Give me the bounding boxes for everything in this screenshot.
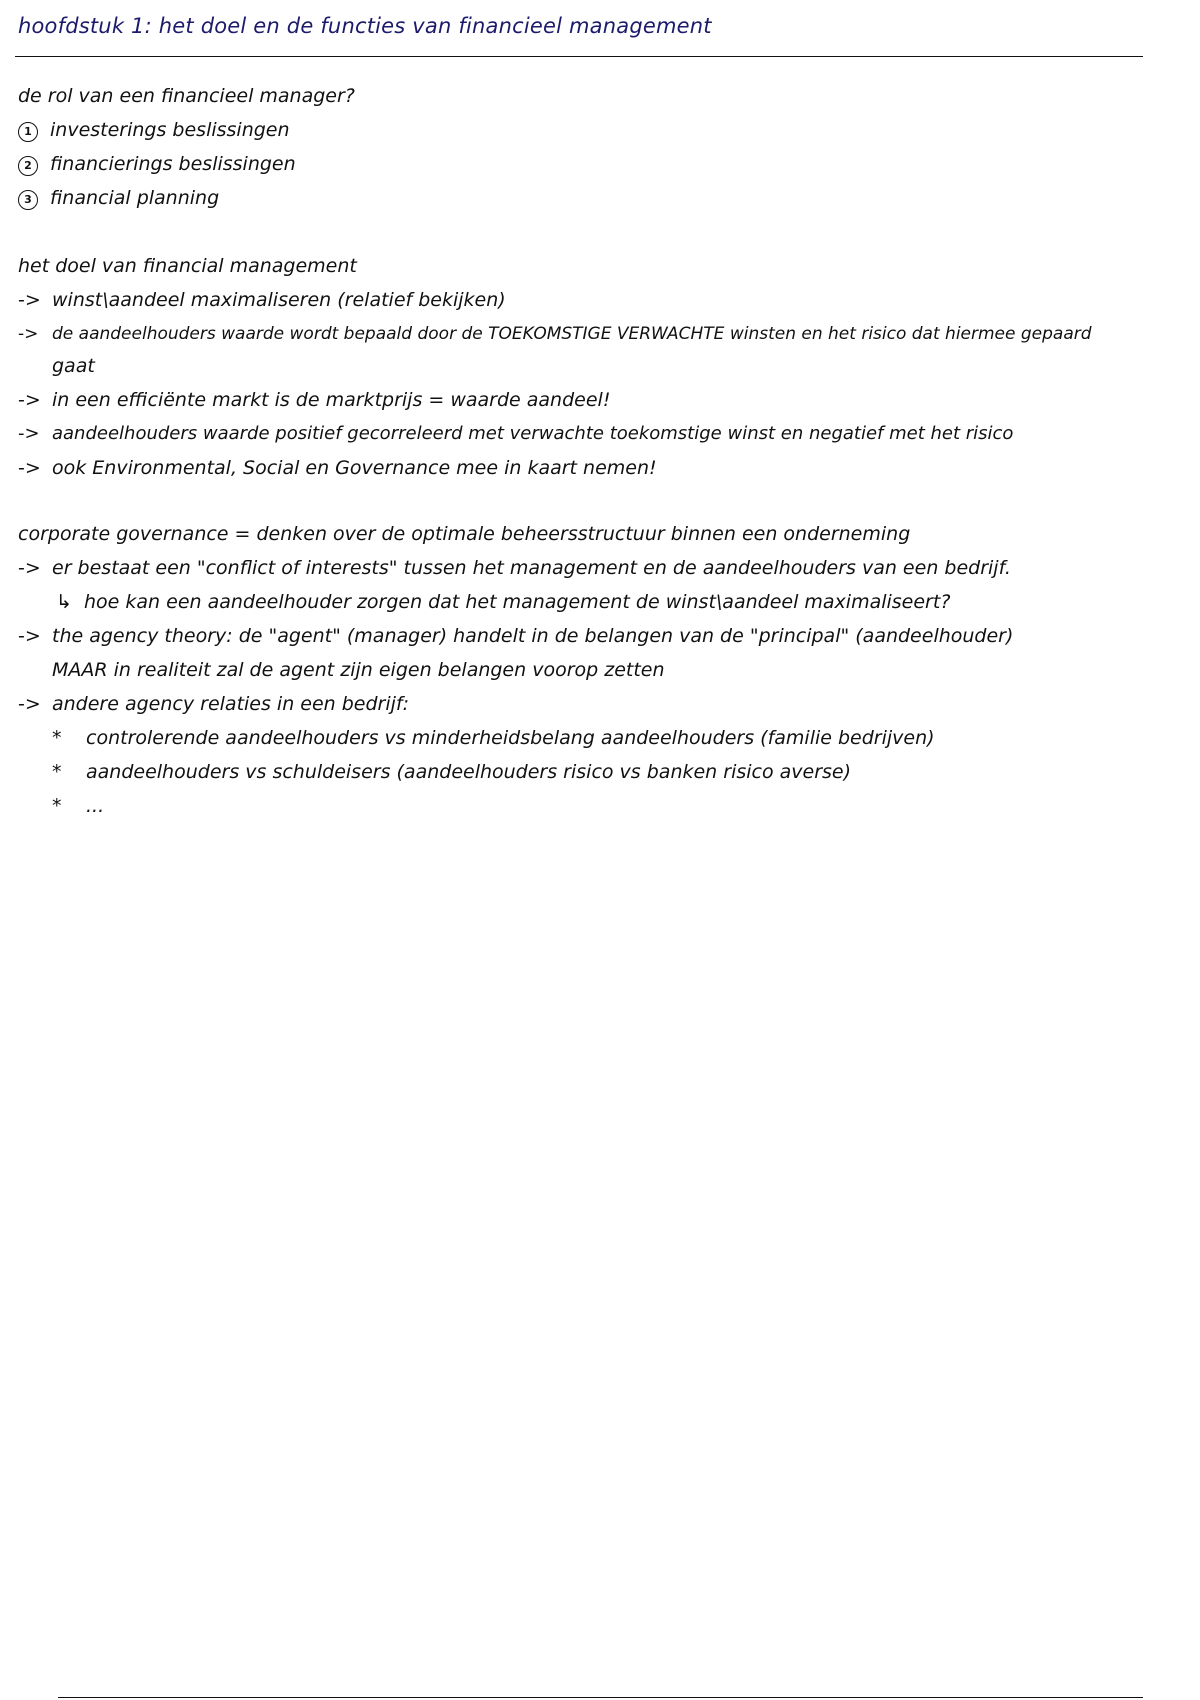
page-footer-rule	[58, 1697, 1143, 1698]
arrow-icon: ->	[18, 289, 41, 311]
star-bullet-icon: *	[52, 727, 62, 749]
number-badge: 3	[18, 190, 38, 210]
page-title: hoofdstuk 1: het doel en de functies van financieel management	[18, 14, 712, 38]
goal-item-text: winst\aandeel maximaliseren (relatief bekijken)	[52, 289, 506, 311]
role-item-text: investerings beslissingen	[50, 119, 290, 141]
goal-item-text: de aandeelhouders waarde wordt bepaald door de TOEKOMSTIGE VERWACHTE winsten en het risico dat hiermee gepaard	[52, 324, 1092, 344]
role-item-2	[18, 152, 296, 176]
role-item-3	[18, 186, 219, 210]
goal-item-text: ook Environmental, Social en Governance mee in kaart nemen!	[52, 457, 657, 479]
relation-text: controlerende aandeelhouders vs minderheidsbelang aandeelhouders (familie bedrijven)	[86, 727, 935, 749]
arrow-icon: ->	[18, 457, 41, 479]
arrow-icon: ->	[18, 423, 40, 444]
relation-item-1	[52, 726, 935, 750]
relation-text: aandeelhouders vs schuldeisers (aandeelhouders risico vs banken risico averse)	[86, 761, 852, 783]
role-item-1	[18, 118, 290, 142]
arrow-icon: ->	[18, 557, 41, 579]
role-item-text: financial planning	[50, 187, 220, 209]
role-item-text: financierings beslissingen	[50, 153, 296, 175]
governance-other-text: andere agency relaties in een bedrijf:	[52, 693, 410, 715]
governance-conflict-text: er bestaat een "conflict of interests" tussen het management en de aandeelhouders van een bedrijf.	[52, 557, 1011, 579]
governance-agency-text: the agency theory: de "agent" (manager) handelt in de belangen van de "principal" (aandeelhouder)	[52, 625, 1014, 647]
relation-text: ...	[86, 795, 105, 817]
governance-sub-question	[56, 590, 950, 614]
goal-item-text: in een efficiënte markt is de marktprijs = waarde aandeel!	[52, 389, 611, 411]
arrow-icon: ->	[18, 389, 41, 411]
title-underline	[15, 56, 1143, 57]
goal-heading: het doel van financial management	[18, 255, 357, 277]
number-badge: 2	[18, 156, 38, 176]
goal-item-5	[18, 456, 657, 480]
governance-sub-question-text: hoe kan een aandeelhouder zorgen dat het management de winst\aandeel maximaliseert?	[84, 591, 951, 613]
role-heading: de rol van een financieel manager?	[18, 85, 355, 107]
relation-item-3	[52, 794, 104, 818]
governance-heading: corporate governance = denken over de optimale beheersstructuur binnen een onderneming	[18, 523, 911, 545]
star-bullet-icon: *	[52, 761, 62, 783]
arrow-icon: ->	[18, 625, 41, 647]
governance-agency	[18, 624, 1013, 648]
goal-item-2	[18, 322, 1092, 346]
governance-conflict	[18, 556, 1011, 580]
governance-agency-continuation: MAAR in realiteit zal de agent zijn eigen belangen voorop zetten	[52, 659, 665, 681]
goal-item-2-continuation: gaat	[52, 355, 95, 377]
relation-item-2	[52, 760, 851, 784]
arrow-icon: ->	[18, 693, 41, 715]
governance-other	[18, 692, 409, 716]
arrow-icon: ->	[18, 324, 39, 344]
goal-item-text: aandeelhouders waarde positief gecorreleerd met verwachte toekomstige winst en negatief met het risico	[52, 423, 1014, 444]
goal-item-4	[18, 422, 1013, 446]
star-bullet-icon: *	[52, 795, 62, 817]
goal-item-3	[18, 388, 610, 412]
number-badge: 1	[18, 122, 38, 142]
return-arrow-icon: ↳	[56, 591, 72, 613]
goal-item-1	[18, 288, 506, 312]
